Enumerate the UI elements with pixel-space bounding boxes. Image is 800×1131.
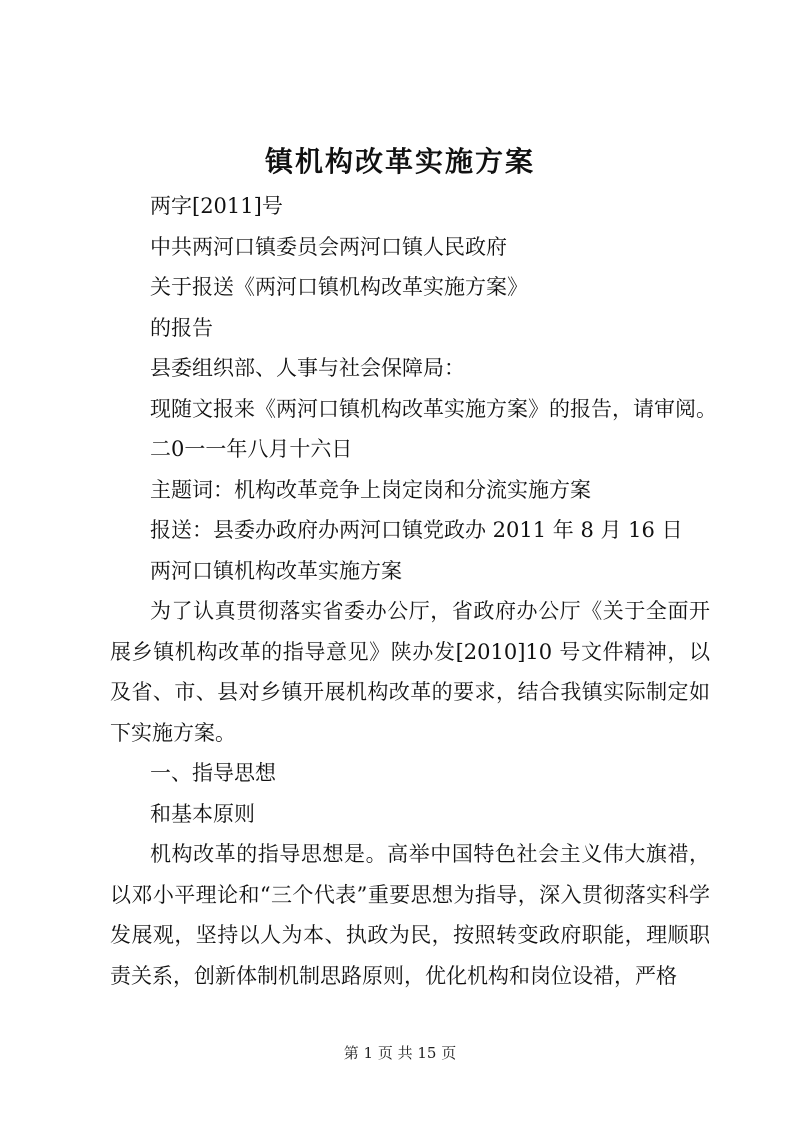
page-footer: 第 1 页 共 15 页 [343,1044,457,1062]
document-body [110,186,717,996]
section-heading: 一、指导思想 [150,761,276,785]
paragraph-intro: 为了认真贯彻落实省委办公厅，省政府办公厅《关于全面开展乡镇机构改革的指导意见》陕办发[2010]10 号文件精神，以及省、市、县对乡镇开展机构改革的要求，结合我镇实际制定如下实施方案。 [110,599,710,745]
issuer-line: 中共两河口镇委员会两河口镇人民政府 [150,234,507,259]
subject-line: 关于报送《两河口镇机构改革实施方案》 [150,275,528,299]
doc-number-line: 两字[2011]号 [150,194,283,218]
paragraph-guiding-ideology: 机构改革的指导思想是。高举中国特色社会主义伟大旗䄍，以邓小平理论和“三个代表”重要思想为指导，深入贯彻落实科学发展观，坚持以人为本、执政为民，按照转变政府职能，理顺职责关系，创新体制机制思路原则，优化机构和岗位设䄍，严格 [110,842,710,988]
section-heading-cont: 和基本原则 [150,801,255,826]
request-line: 现随文报来《两河口镇机构改革实施方案》的报告，请审阅。 [150,396,717,421]
plan-title-line: 两河口镇机构改革实施方案 [150,558,402,583]
subject-line-cont: 的报告 [150,315,213,340]
recipient-line: 县委组织部、人事与社会保障局： [150,356,465,380]
document-title: 镇机构改革实施方案 [264,145,535,178]
date-line: 二0一一年八月十六日 [150,437,353,461]
keywords-line: 主题词：机构改革竞争上岗定岗和分流实施方案 [150,477,591,502]
distribution-line: 报送：县委办政府办两河口镇党政办 2011 年 8 月 16 日 [150,518,683,542]
